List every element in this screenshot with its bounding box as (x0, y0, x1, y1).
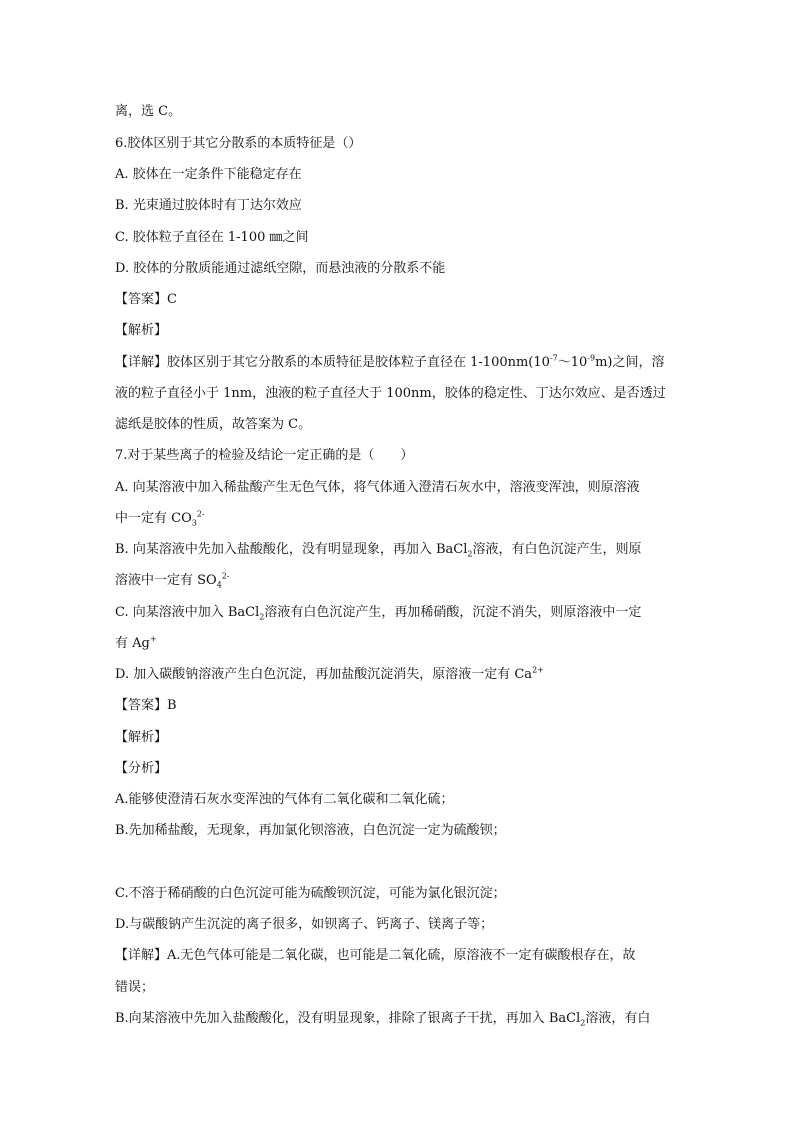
question-7-detail-b-line-1: B.向某溶液中先加入盐酸酸化，没有明显现象，排除了银离子干扰，再加入 BaCl$_2$溶液，有白 (115, 1011, 651, 1028)
question-7-fenxi-a: A.能够使澄清石灰水变浑浊的气体有二氧化碳和二氧化硫； (115, 792, 454, 807)
question-7-answer: 【答案】B (115, 698, 177, 713)
question-7-option-c-line-1: C. 向某溶液中加入 BaCl$_2$溶液有白色沉淀产生，再加稀硝酸，沉淀不消失，则原溶液中一定 (115, 605, 642, 622)
question-6-option-b: B. 光束通过胶体时有丁达尔效应 (115, 198, 302, 213)
question-7-option-a-line-1: A. 向某溶液中加入稀盐酸产生无色气体，将气体通入澄清石灰水中，溶液变浑浊，则原溶液 (115, 480, 640, 495)
question-7-option-d: D. 加入碳酸钠溶液产生白色沉淀，再加盐酸沉淀消失，原溶液一定有 $Ca^{2+}$ (115, 665, 544, 682)
question-7-fenxi-heading: 【分析】 (115, 761, 168, 776)
question-7-stem: 7.对于某些离子的检验及结论一定正确的是（ ） (115, 448, 414, 463)
question-7-fenxi-d: D.与碳酸钠产生沉淀的离子很多，如钡离子、钙离子、镁离子等； (115, 917, 494, 932)
question-7-analysis-heading: 【解析】 (115, 730, 168, 745)
text-line: 离，选 C。 (115, 104, 182, 119)
question-6-stem: 6.胶体区别于其它分散系的本质特征是（） (115, 136, 362, 151)
question-7-detail-a-line-1: 【详解】A.无色气体可能是二氧化碳，也可能是二氧化硫，原溶液不一定有碳酸根存在，故 (115, 948, 636, 963)
question-6-option-c: C. 胶体粒子直径在 1-100 ㎜之间 (115, 230, 309, 245)
question-7-option-c-line-2: 有 Ag+ (115, 634, 157, 651)
question-7-option-a-line-2: 中一定有 $CO_3^{2-}$ (115, 509, 205, 528)
question-7-detail-a-line-2: 错误； (115, 980, 155, 995)
question-7-option-b-line-2: 溶液中一定有 $SO_4^{2-}$ (115, 571, 230, 590)
question-7-fenxi-c: C.不溶于稀硝酸的白色沉淀可能为硫酸钡沉淀，可能为氯化银沉淀； (115, 886, 506, 901)
question-7-option-b-line-1: B. 向某溶液中先加入盐酸酸化，没有明显现象，再加入 BaCl$_2$溶液，有白色沉淀产生，则原 (115, 542, 642, 559)
question-7-fenxi-b: B.先加稀盐酸，无现象，再加氯化钡溶液，白色沉淀一定为硫酸钡； (115, 823, 506, 838)
question-6-option-d: D. 胶体的分散质能通过滤纸空隙，而悬浊液的分散系不能 (115, 261, 446, 276)
question-6-analysis-heading: 【解析】 (115, 323, 168, 338)
question-6-answer: 【答案】C (115, 292, 177, 307)
question-6-detail-line-3: 滤纸是胶体的性质，故答案为 C。 (115, 417, 312, 432)
question-6-detail-line-1: 【详解】胶体区别于其它分散系的本质特征是胶体粒子直径在 $1-100nm(10^{-7}\sim 10^{-9}m)$之间，溶 (115, 353, 665, 370)
question-6-detail-line-2: 液的粒子直径小于 1nm，浊液的粒子直径大于 100nm，胶体的稳定性、丁达尔效应、是否透过 (115, 386, 666, 401)
question-6-option-a: A. 胶体在一定条件下能稳定存在 (115, 167, 302, 182)
